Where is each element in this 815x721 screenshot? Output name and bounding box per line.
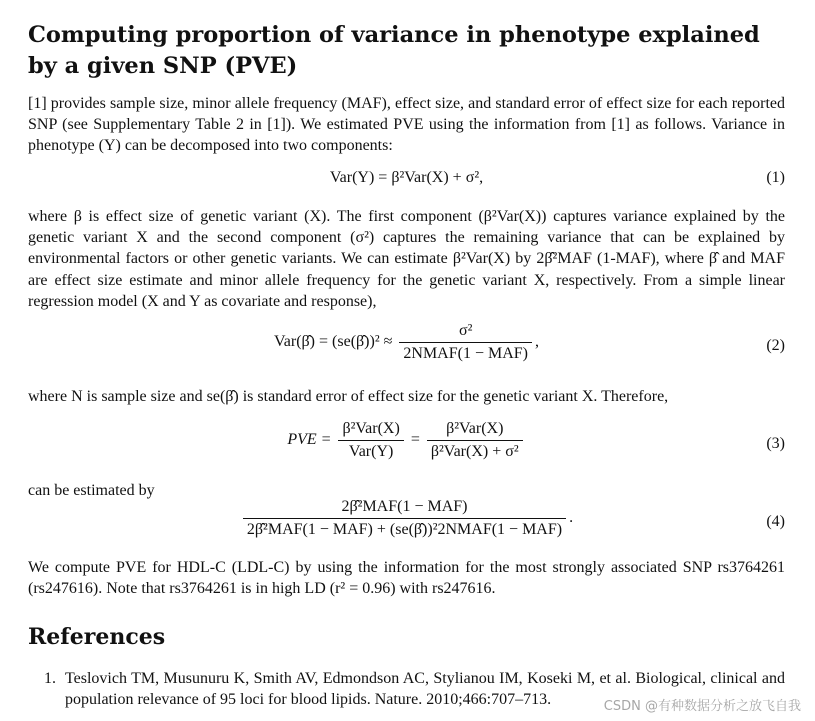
equation-2-number: (2) bbox=[766, 337, 785, 354]
equation-2-fraction bbox=[399, 322, 532, 363]
equation-1-number: (1) bbox=[766, 169, 785, 186]
equation-4-number: (4) bbox=[766, 513, 785, 530]
equation-3-numerator-1: β²Var(X) bbox=[338, 420, 403, 441]
equation-3-fraction-1 bbox=[338, 420, 403, 461]
paragraph-sample-size: where N is sample size and se(β̂) is standard error of effect size for the genetic variant X. Therefore, bbox=[28, 388, 669, 405]
equation-1 bbox=[28, 169, 785, 199]
reference-text: Teslovich TM, Musunuru K, Smith AV, Edmondson AC, Stylianou IM, Koseki M, et al. Biological, clinical and population relevance of 95 loci for blood lipids. Nature. 2010;466:707–713. bbox=[65, 670, 785, 708]
equation-4-numerator: 2β̂²MAF(1 − MAF) bbox=[243, 498, 566, 519]
equation-2-denominator: 2NMAF(1 − MAF) bbox=[403, 345, 528, 362]
equation-2-tail: , bbox=[534, 333, 539, 351]
equation-2 bbox=[28, 322, 785, 372]
equation-3-numerator-2: β²Var(X) bbox=[427, 420, 523, 441]
equation-3-number: (3) bbox=[766, 435, 785, 452]
references-heading: References bbox=[28, 624, 166, 650]
equation-1-body: Var(Y) = β²Var(X) + σ², bbox=[329, 169, 484, 186]
equation-4 bbox=[28, 498, 785, 550]
equation-2-body bbox=[28, 322, 785, 363]
equation-4-tail: . bbox=[569, 509, 574, 527]
equation-3-body bbox=[28, 420, 785, 461]
section-title: Computing proportion of variance in phenotype explained by a given SNP (PVE) bbox=[28, 22, 760, 79]
equation-3-equals: = bbox=[410, 431, 420, 449]
watermark: CSDN @有种数据分析之放飞自我 bbox=[603, 699, 801, 714]
equation-3-denominator-1: Var(Y) bbox=[348, 443, 394, 460]
paragraph-estimated-by: can be estimated by bbox=[28, 482, 155, 499]
reference-number: 1. bbox=[44, 670, 56, 687]
equation-4-body bbox=[28, 498, 785, 539]
equation-3 bbox=[28, 420, 785, 470]
equation-4-fraction bbox=[243, 498, 566, 539]
equation-3-denominator-2: β²Var(X) + σ² bbox=[430, 443, 519, 460]
paragraph-hdl-ldl: We compute PVE for HDL-C (LDL-C) by using the information for the most strongly associated SNP rs3764261 (rs247616). Note that rs3764261 is in high LD (r² = 0.96) with rs247616. bbox=[28, 559, 785, 598]
equation-3-fraction-2 bbox=[427, 420, 523, 461]
paragraph-components: where β is effect size of genetic variant (X). The first component (β²Var(X)) captures variance explained by the genetic variant X and the second component (σ²) captures the remaining variance that can be explained by environmental factors or other genetic variants. We can estimate β²Var(X) by 2β̂²MAF (1-MAF), where β̂ and MAF are effect size estimate and minor allele frequency for the genetic variant X, respectively. From a simple linear regression model (X and Y as covariate and response), bbox=[28, 208, 785, 310]
equation-2-numerator: σ² bbox=[399, 322, 532, 343]
paragraph-intro: [1] provides sample size, minor allele frequency (MAF), effect size, and standard error of effect size for each reported SNP (see Supplementary Table 2 in [1]). We estimated PVE using the information from [1] as follows. Variance in phenotype (Y) can be decomposed into two components: bbox=[28, 95, 785, 155]
equation-4-denominator: 2β̂²MAF(1 − MAF) + (se(β̂))²2NMAF(1 − MAF) bbox=[246, 521, 563, 538]
equation-3-lhs: PVE = bbox=[287, 431, 332, 449]
equation-2-lhs: Var(β̂) = (se(β̂))² ≈ bbox=[274, 333, 393, 351]
